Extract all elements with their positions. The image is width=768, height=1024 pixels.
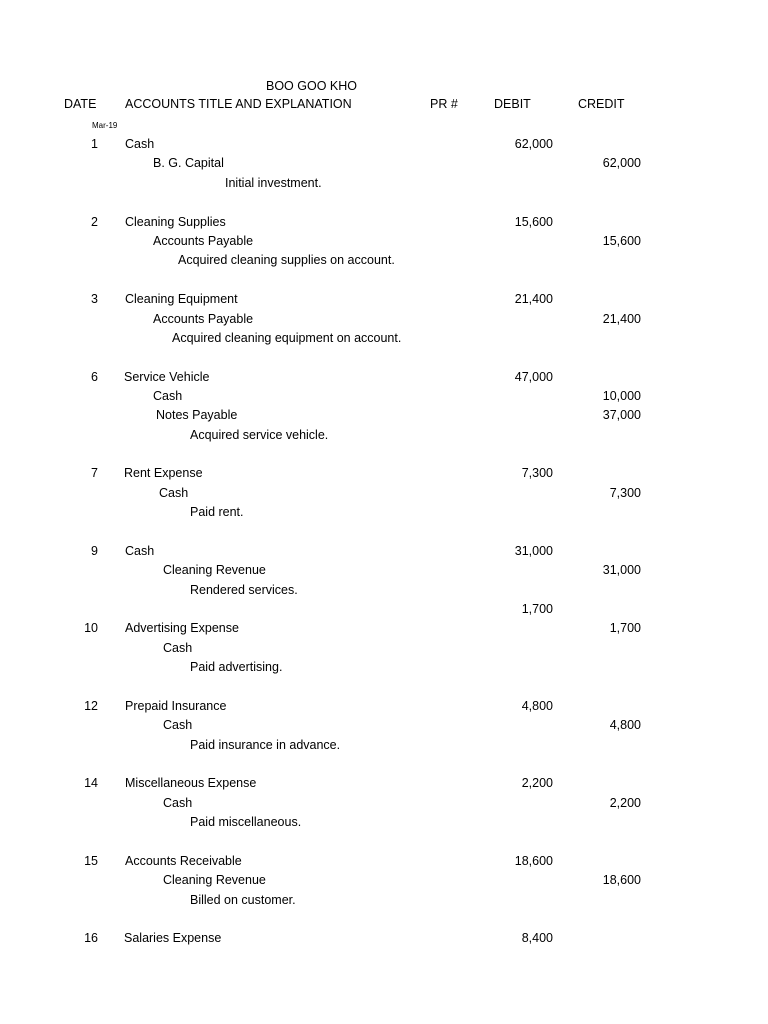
- entry-text: Cash: [163, 718, 193, 732]
- entry-text: B. G. Capital: [153, 156, 224, 170]
- entry-date: 9: [91, 544, 98, 558]
- entry-text: Rendered services.: [190, 583, 298, 597]
- entry-text: Acquired cleaning equipment on account.: [172, 331, 402, 345]
- entry-text: Service Vehicle: [124, 370, 210, 384]
- header-pr: PR #: [430, 97, 458, 111]
- entry-credit: 31,000: [602, 563, 641, 577]
- entry-date: 15: [84, 854, 98, 868]
- entry-debit: 47,000: [514, 370, 553, 384]
- entry-credit: 21,400: [602, 312, 641, 326]
- entry-text: Accounts Payable: [153, 234, 254, 248]
- entry-debit: 1,700: [521, 602, 553, 616]
- entry-date: 14: [84, 776, 98, 790]
- entry-debit: 4,800: [521, 699, 553, 713]
- entry-credit: 10,000: [602, 389, 641, 403]
- header-credit: CREDIT: [578, 97, 625, 111]
- entry-text: Rent Expense: [124, 466, 203, 480]
- entry-credit: 1,700: [609, 621, 641, 635]
- entry-text: Cash: [163, 641, 193, 655]
- header-account: ACCOUNTS TITLE AND EXPLANATION: [125, 97, 352, 111]
- entry-text: Advertising Expense: [125, 621, 239, 635]
- entry-text: Cash: [159, 486, 189, 500]
- entry-text: Prepaid Insurance: [125, 699, 227, 713]
- entry-text: Paid advertising.: [190, 660, 283, 674]
- entry-text: Cash: [125, 137, 155, 151]
- entry-credit: 7,300: [609, 486, 641, 500]
- entry-text: Billed on customer.: [190, 893, 296, 907]
- entry-text: Cash: [153, 389, 183, 403]
- entry-debit: 21,400: [514, 292, 553, 306]
- entry-text: Initial investment.: [225, 176, 322, 190]
- entry-text: Paid miscellaneous.: [190, 815, 302, 829]
- entry-text: Paid insurance in advance.: [190, 738, 341, 752]
- entry-credit: 62,000: [602, 156, 641, 170]
- entry-credit: 15,600: [602, 234, 641, 248]
- entry-debit: 7,300: [521, 466, 553, 480]
- entry-text: Cash: [163, 796, 193, 810]
- entry-date: 16: [84, 931, 98, 945]
- entry-date: 2: [91, 215, 98, 229]
- entry-text: Notes Payable: [156, 408, 238, 422]
- header-date: DATE: [64, 97, 97, 111]
- entry-debit: 62,000: [514, 137, 553, 151]
- entry-text: Accounts Payable: [153, 312, 254, 326]
- entry-debit: 15,600: [514, 215, 553, 229]
- entry-date: 10: [84, 621, 98, 635]
- company-title: BOO GOO KHO: [266, 79, 357, 93]
- entry-text: Cleaning Revenue: [163, 563, 266, 577]
- entry-date: 1: [91, 137, 98, 151]
- entry-debit: 8,400: [521, 931, 553, 945]
- entry-date: 6: [91, 370, 98, 384]
- entry-text: Acquired cleaning supplies on account.: [178, 253, 395, 267]
- entry-text: Cleaning Revenue: [163, 873, 266, 887]
- entry-credit: 18,600: [602, 873, 641, 887]
- entry-text: Cleaning Supplies: [125, 215, 226, 229]
- entry-date: 3: [91, 292, 98, 306]
- entry-credit: 37,000: [602, 408, 641, 422]
- entry-credit: 4,800: [609, 718, 641, 732]
- entry-text: Accounts Receivable: [125, 854, 242, 868]
- entry-credit: 2,200: [609, 796, 641, 810]
- entry-text: Acquired service vehicle.: [190, 428, 329, 442]
- entry-text: Miscellaneous Expense: [125, 776, 257, 790]
- entry-date: 12: [84, 699, 98, 713]
- entry-text: Salaries Expense: [124, 931, 222, 945]
- entry-text: Cash: [125, 544, 155, 558]
- entry-debit: 18,600: [514, 854, 553, 868]
- entry-debit: 31,000: [514, 544, 553, 558]
- entry-text: Paid rent.: [190, 505, 244, 519]
- month-label: Mar-19: [92, 121, 118, 130]
- entry-debit: 2,200: [521, 776, 553, 790]
- entry-text: Cleaning Equipment: [125, 292, 238, 306]
- header-debit: DEBIT: [494, 97, 531, 111]
- entry-date: 7: [91, 466, 98, 480]
